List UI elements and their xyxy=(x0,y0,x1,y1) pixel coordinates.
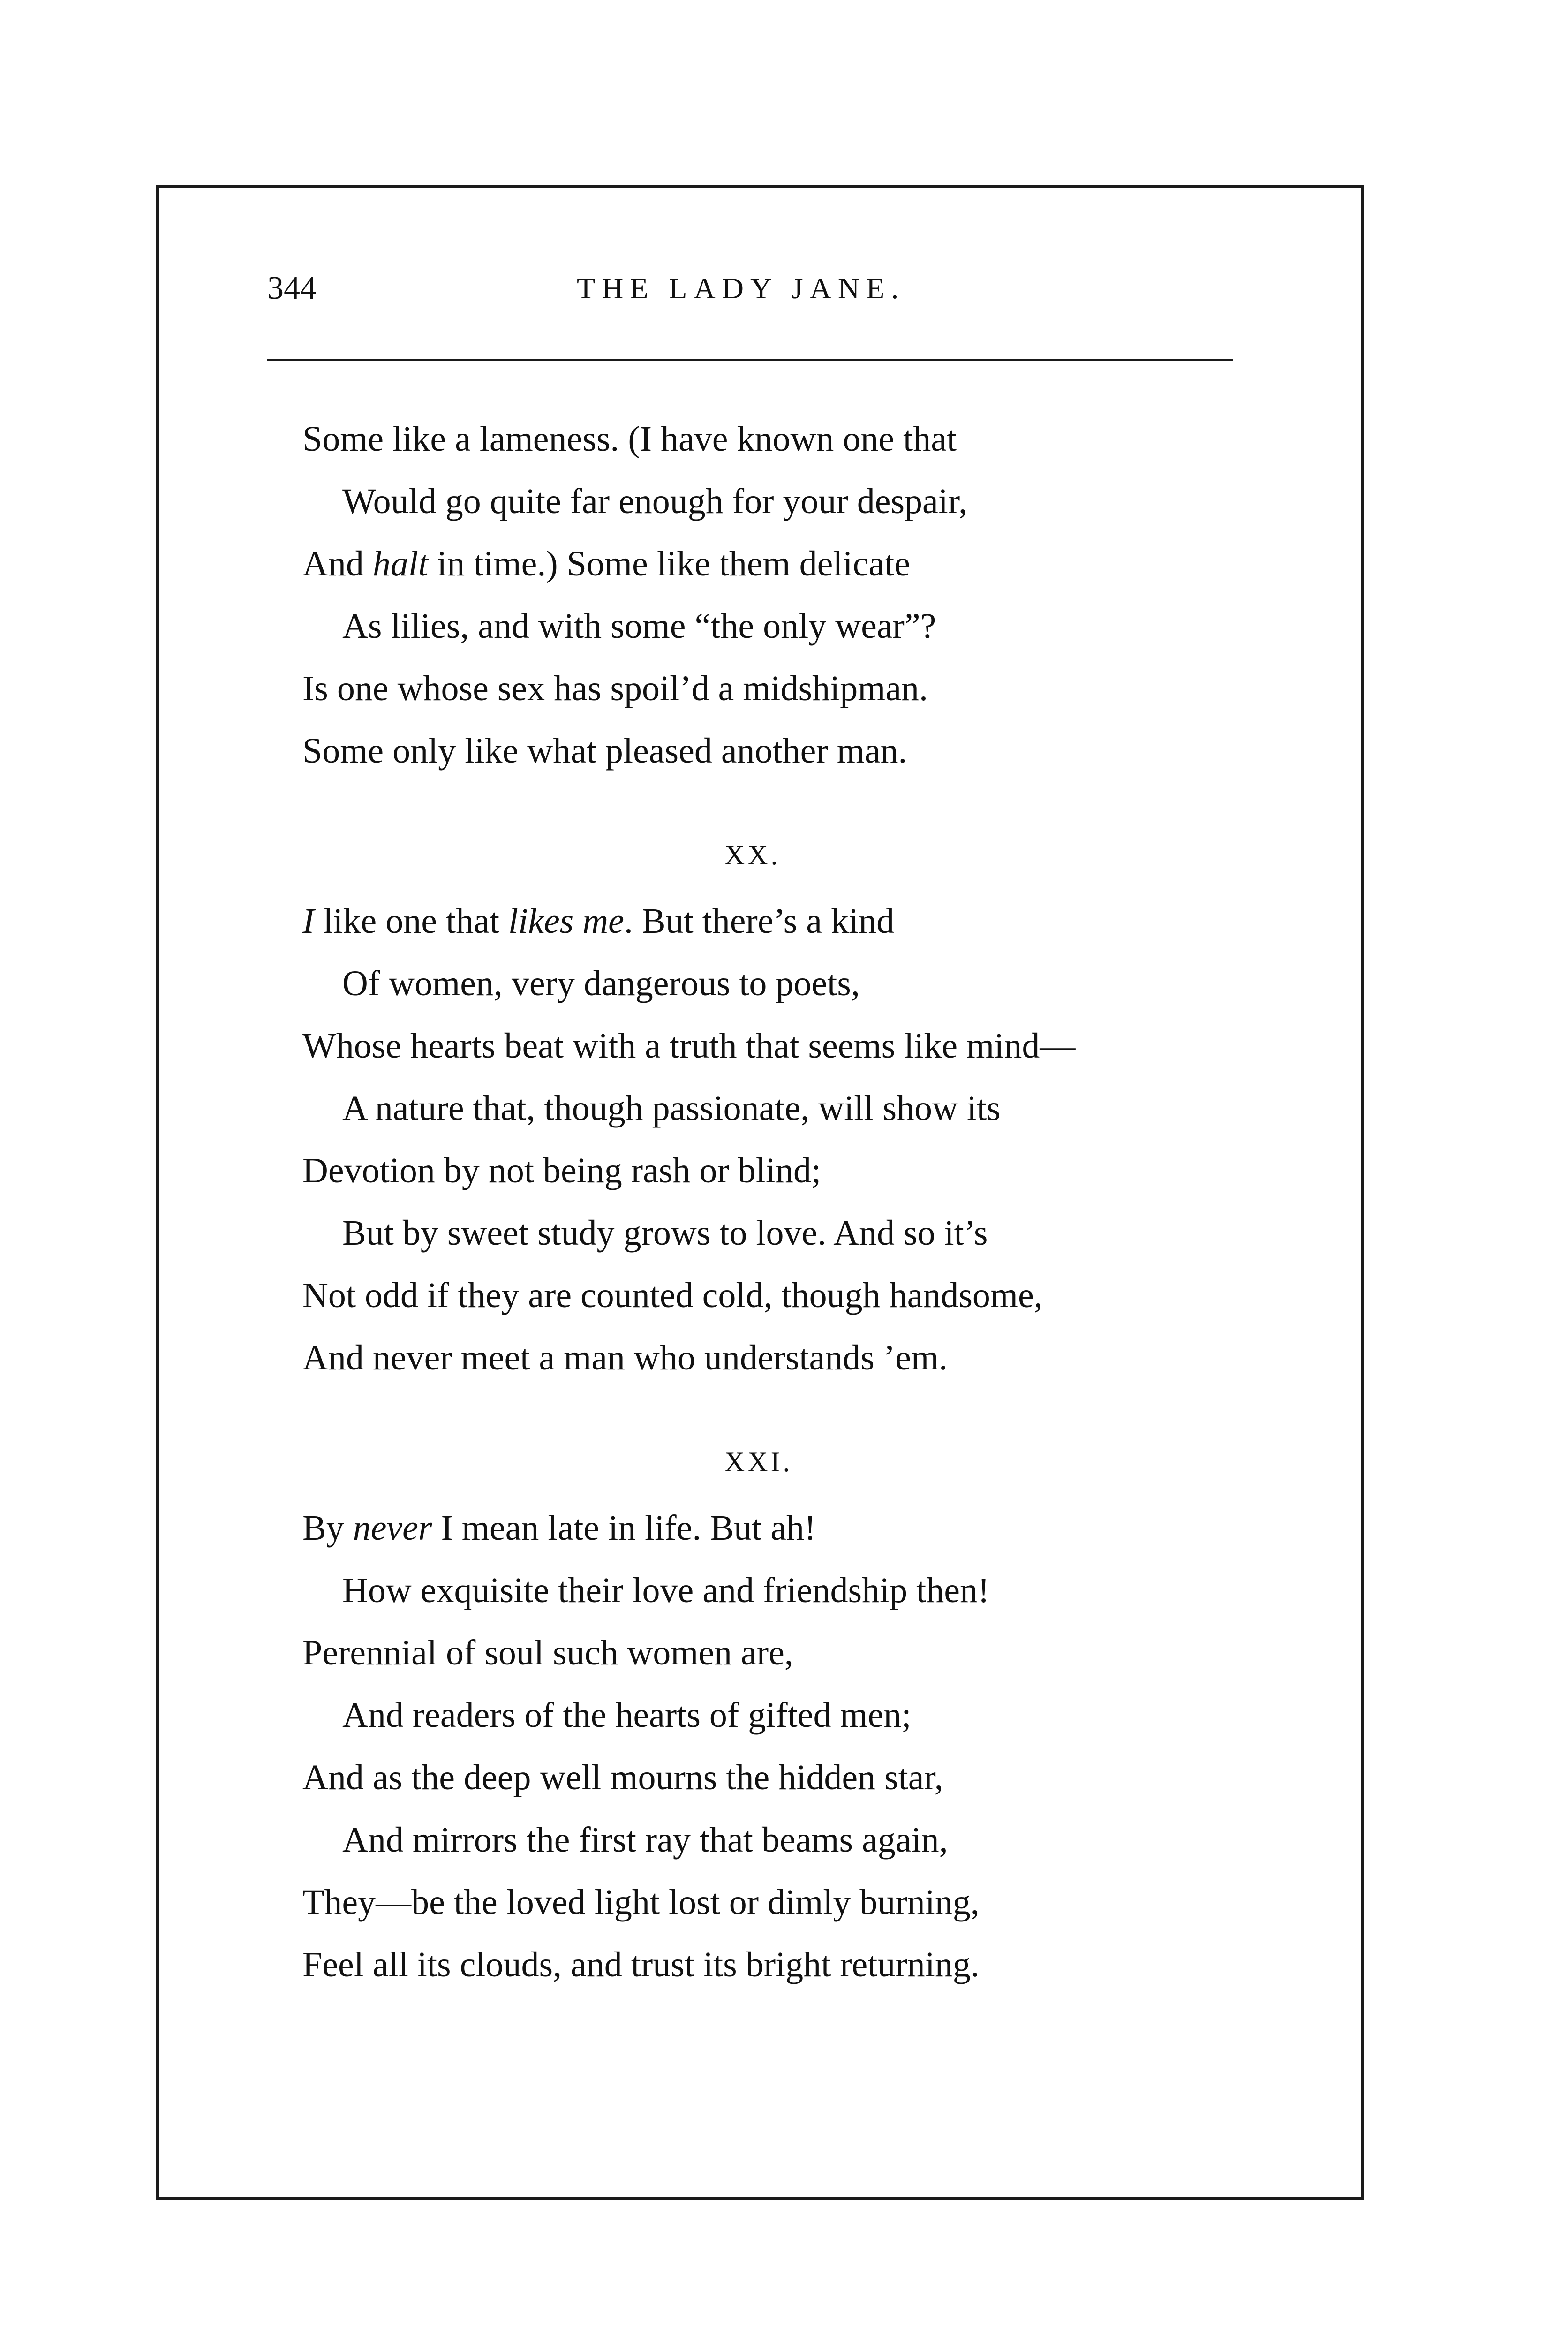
italic-word: never xyxy=(353,1508,432,1548)
poem-line: A nature that, though passionate, will show its xyxy=(342,1089,1001,1128)
poem-body xyxy=(302,408,1240,1996)
poem-line: As lilies, and with some “the only wear”? xyxy=(342,606,936,646)
page-number: 344 xyxy=(267,270,317,306)
poem-line: Feel all its clouds, and trust its bright returning. xyxy=(302,1945,980,1984)
poem-line: Of women, very dangerous to poets, xyxy=(342,964,860,1003)
poem-line: Some only like what pleased another man. xyxy=(302,731,907,771)
poem-line: Would go quite far enough for your despair, xyxy=(342,482,968,521)
poem-line: Is one whose sex has spoil’d a midshipman. xyxy=(302,669,928,708)
stanza-gap xyxy=(302,1389,1240,1427)
italic-word: I xyxy=(302,901,315,941)
poem-line: And mirrors the first ray that beams again, xyxy=(342,1820,948,1860)
italic-word: halt xyxy=(372,544,429,583)
poem-line: Not odd if they are counted cold, though handsome, xyxy=(302,1276,1043,1315)
poem-line: And halt in time.) Some like them delicate xyxy=(302,544,910,583)
poem-line: And readers of the hearts of gifted men; xyxy=(342,1695,912,1735)
poem-line: And never meet a man who understands ’em. xyxy=(302,1338,948,1377)
poem-line: I like one that likes me. But there’s a kind xyxy=(302,901,895,941)
poem-line: Perennial of soul such women are, xyxy=(302,1633,793,1672)
poem-line: By never I mean late in life. But ah! xyxy=(302,1508,816,1548)
page-header xyxy=(267,263,1233,314)
running-title: THE LADY JANE. xyxy=(577,272,905,305)
header-rule xyxy=(267,359,1233,361)
poem-line: Whose hearts beat with a truth that seems like mind— xyxy=(302,1026,1076,1066)
poem-line: How exquisite their love and friendship then! xyxy=(342,1571,990,1610)
poem-line: But by sweet study grows to love. And so it’s xyxy=(342,1213,988,1253)
poem-line: Devotion by not being rash or blind; xyxy=(302,1151,822,1190)
stanza-numeral: XX. xyxy=(724,840,781,870)
stanza-numeral: XXI. xyxy=(724,1446,793,1477)
poem-line: And as the deep well mourns the hidden star, xyxy=(302,1758,943,1797)
poem-line: Some like a lameness. (I have known one that xyxy=(302,419,957,459)
poem-line: They—be the loved light lost or dimly burning, xyxy=(302,1883,980,1922)
italic-word: likes me xyxy=(508,901,624,941)
stanza-gap xyxy=(302,782,1240,820)
